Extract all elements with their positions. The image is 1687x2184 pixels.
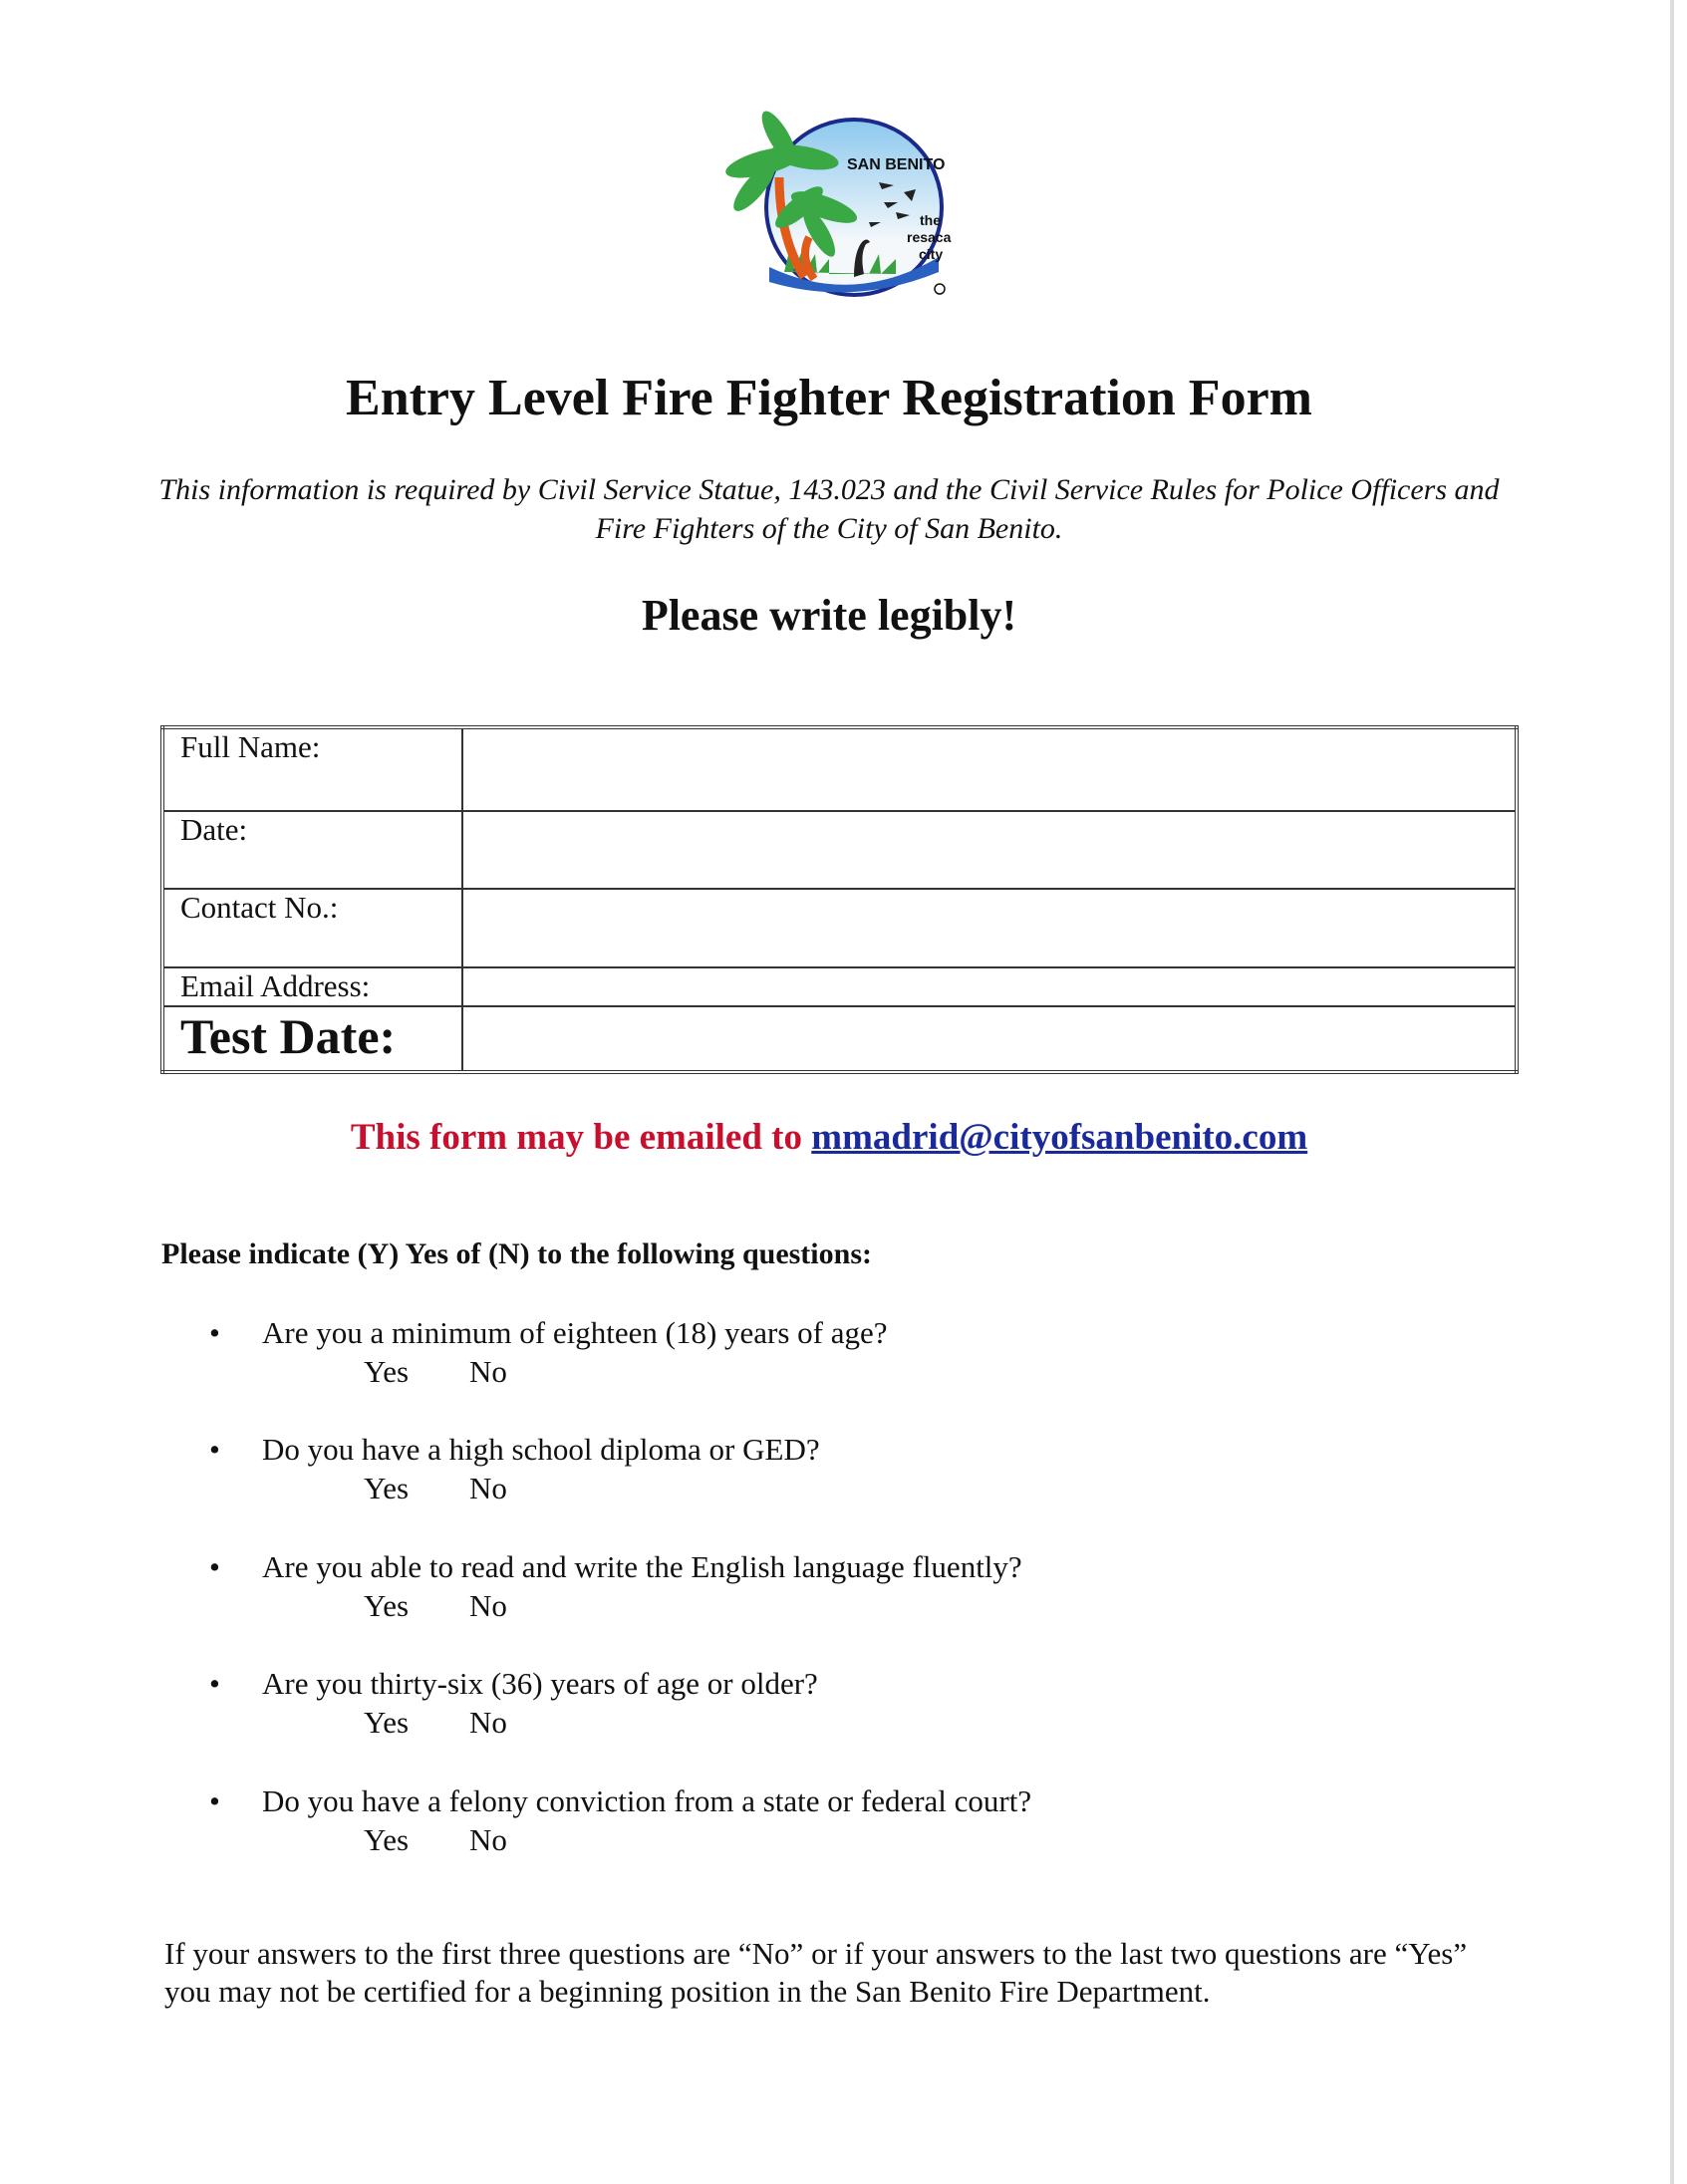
- svg-text:the: the: [920, 212, 941, 228]
- question-text: Are you thirty-six (36) years of age or older?: [262, 1666, 818, 1701]
- page-edge: [1670, 0, 1674, 2184]
- yes-option[interactable]: Yes: [364, 1588, 410, 1623]
- bullet-icon: •: [209, 1783, 220, 1818]
- no-option[interactable]: No: [469, 1822, 507, 1857]
- svg-text:SAN BENITO: SAN BENITO: [847, 156, 946, 173]
- email-link[interactable]: mmadrid@cityofsanbenito.com: [811, 1117, 1308, 1158]
- question-text: Are you a minimum of eighteen (18) years of age?: [262, 1315, 888, 1350]
- registration-table: [160, 725, 1519, 1074]
- full-name-field[interactable]: [462, 727, 1517, 811]
- question-text: Do you have a felony conviction from a state or federal court?: [262, 1783, 1032, 1818]
- email-field[interactable]: [462, 967, 1517, 1006]
- email-note-text: This form may be emailed to: [350, 1117, 803, 1158]
- bullet-icon: •: [209, 1432, 220, 1467]
- no-option[interactable]: No: [469, 1705, 507, 1740]
- field-label-test-date: Test Date:: [162, 1006, 462, 1072]
- form-subtitle: This information is required by Civil Service Statue, 143.023 and the Civil Service Rules for Police Officers and Fire Fighters of the City of San Benito.: [158, 473, 1500, 545]
- field-label-contact: Contact No.:: [162, 889, 462, 967]
- san-benito-logo: [714, 108, 954, 302]
- no-option[interactable]: No: [469, 1588, 507, 1623]
- question-text: Are you able to read and write the English language fluently?: [262, 1549, 1022, 1584]
- field-label-full-name: Full Name:: [162, 727, 462, 811]
- yes-option[interactable]: Yes: [364, 1354, 410, 1389]
- questions-heading: Please indicate (Y) Yes of (N) to the following questions:: [161, 1237, 872, 1270]
- no-option[interactable]: No: [469, 1471, 507, 1505]
- svg-text:city: city: [919, 246, 944, 262]
- yes-option[interactable]: Yes: [364, 1705, 410, 1740]
- test-date-field[interactable]: [462, 1006, 1517, 1072]
- bullet-icon: •: [209, 1549, 220, 1584]
- form-title: Entry Level Fire Fighter Registration Form: [346, 370, 1312, 426]
- yes-option[interactable]: Yes: [364, 1822, 410, 1857]
- instruction: Please write legibly!: [641, 591, 1017, 640]
- field-label-email: Email Address:: [162, 967, 462, 1006]
- bullet-icon: •: [209, 1666, 220, 1701]
- no-option[interactable]: No: [469, 1354, 507, 1389]
- email-note: [0, 1116, 1658, 1159]
- date-field[interactable]: [462, 811, 1517, 889]
- contact-field[interactable]: [462, 889, 1517, 967]
- question-text: Do you have a high school diploma or GED?: [262, 1432, 820, 1467]
- footer-note: If your answers to the first three questions are “No” or if your answers to the last two questions are “Yes” you may not be certified for a beginning position in the San Benito Fire Department.: [164, 1936, 1468, 2009]
- yes-option[interactable]: Yes: [364, 1471, 410, 1505]
- field-label-date: Date:: [162, 811, 462, 889]
- svg-text:resaca: resaca: [907, 229, 952, 245]
- bullet-icon: •: [209, 1315, 220, 1350]
